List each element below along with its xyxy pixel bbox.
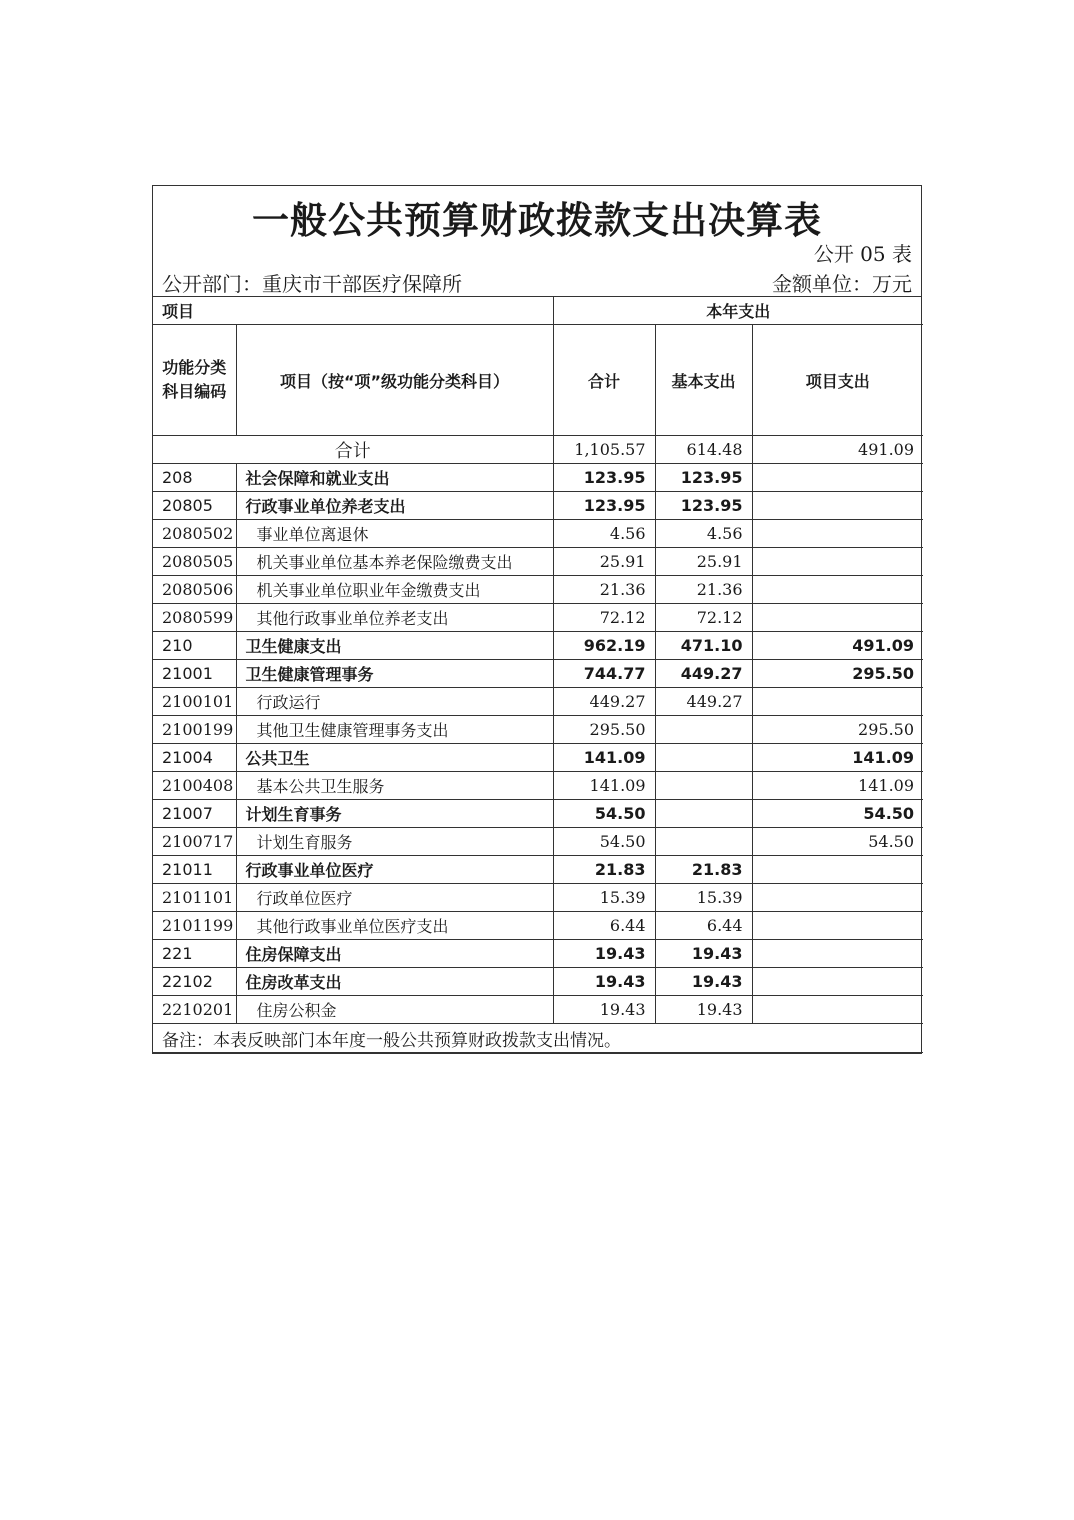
row-basic: 19.43	[655, 968, 752, 996]
row-basic: 6.44	[655, 912, 752, 940]
row-project	[752, 548, 923, 576]
row-name: 计划生育服务	[236, 828, 553, 856]
row-project	[752, 884, 923, 912]
row-name: 机关事业单位职业年金缴费支出	[236, 576, 553, 604]
row-project	[752, 576, 923, 604]
row-basic: 449.27	[655, 660, 752, 688]
row-project: 295.50	[752, 716, 923, 744]
row-basic	[655, 828, 752, 856]
total-total: 1,105.57	[553, 436, 655, 464]
header-row-2	[153, 325, 923, 436]
row-project	[752, 940, 923, 968]
row-name: 基本公共卫生服务	[236, 772, 553, 800]
row-total: 15.39	[553, 884, 655, 912]
row-code: 21007	[153, 800, 236, 828]
row-total: 21.36	[553, 576, 655, 604]
page-title: 一般公共预算财政拨款支出决算表	[252, 199, 822, 242]
table-row	[153, 996, 923, 1024]
table-row	[153, 464, 923, 492]
budget-sheet	[152, 185, 922, 1054]
row-name: 其他卫生健康管理事务支出	[236, 716, 553, 744]
table-row	[153, 688, 923, 716]
total-label: 合计	[153, 436, 553, 464]
row-total: 6.44	[553, 912, 655, 940]
header-code: 功能分类科目编码	[153, 325, 236, 436]
table-row	[153, 632, 923, 660]
row-total: 4.56	[553, 520, 655, 548]
row-basic: 25.91	[655, 548, 752, 576]
row-code: 2100717	[153, 828, 236, 856]
row-project	[752, 912, 923, 940]
row-basic: 21.36	[655, 576, 752, 604]
row-total: 21.83	[553, 856, 655, 884]
row-code: 22102	[153, 968, 236, 996]
row-total: 19.43	[553, 940, 655, 968]
row-code: 2080505	[153, 548, 236, 576]
row-code: 210	[153, 632, 236, 660]
row-name: 机关事业单位基本养老保险缴费支出	[236, 548, 553, 576]
row-total: 141.09	[553, 744, 655, 772]
table-row	[153, 940, 923, 968]
row-name: 其他行政事业单位养老支出	[236, 604, 553, 632]
sheet-header	[153, 186, 921, 297]
table-row	[153, 856, 923, 884]
form-number: 公开 05 表	[813, 242, 912, 266]
row-name: 卫生健康管理事务	[236, 660, 553, 688]
row-name: 住房改革支出	[236, 968, 553, 996]
row-basic: 19.43	[655, 940, 752, 968]
table-row	[153, 772, 923, 800]
table-row	[153, 492, 923, 520]
row-name: 社会保障和就业支出	[236, 464, 553, 492]
row-code: 2100101	[153, 688, 236, 716]
expense-table	[153, 297, 923, 1053]
row-basic: 72.12	[655, 604, 752, 632]
table-row	[153, 576, 923, 604]
row-code: 2101101	[153, 884, 236, 912]
row-total: 19.43	[553, 968, 655, 996]
row-code: 2100408	[153, 772, 236, 800]
row-code: 208	[153, 464, 236, 492]
row-basic: 449.27	[655, 688, 752, 716]
row-name: 行政事业单位医疗	[236, 856, 553, 884]
row-total: 54.50	[553, 828, 655, 856]
row-basic	[655, 744, 752, 772]
amount-unit-label: 金额单位：万元	[772, 272, 912, 296]
row-project	[752, 856, 923, 884]
row-project: 141.09	[752, 744, 923, 772]
row-code: 221	[153, 940, 236, 968]
row-basic	[655, 800, 752, 828]
table-row	[153, 548, 923, 576]
row-total: 141.09	[553, 772, 655, 800]
row-name: 住房公积金	[236, 996, 553, 1024]
row-code: 2080506	[153, 576, 236, 604]
table-row	[153, 520, 923, 548]
row-project: 54.50	[752, 800, 923, 828]
row-total: 123.95	[553, 464, 655, 492]
row-code: 21011	[153, 856, 236, 884]
table-row	[153, 828, 923, 856]
note-text: 备注：本表反映部门本年度一般公共预算财政拨款支出情况。	[153, 1024, 923, 1053]
row-basic: 471.10	[655, 632, 752, 660]
header-basic: 基本支出	[655, 325, 752, 436]
row-name: 卫生健康支出	[236, 632, 553, 660]
row-code: 2080502	[153, 520, 236, 548]
row-basic: 4.56	[655, 520, 752, 548]
table-row	[153, 968, 923, 996]
row-project	[752, 968, 923, 996]
row-basic	[655, 716, 752, 744]
table-row	[153, 660, 923, 688]
total-basic: 614.48	[655, 436, 752, 464]
row-code: 2210201	[153, 996, 236, 1024]
row-name: 事业单位离退休	[236, 520, 553, 548]
row-project	[752, 464, 923, 492]
table-row	[153, 884, 923, 912]
row-project: 491.09	[752, 632, 923, 660]
row-basic: 15.39	[655, 884, 752, 912]
header-project-expense: 项目支出	[752, 325, 923, 436]
row-total: 19.43	[553, 996, 655, 1024]
note-row	[153, 1024, 923, 1053]
row-basic: 123.95	[655, 492, 752, 520]
row-project: 141.09	[752, 772, 923, 800]
row-name: 其他行政事业单位医疗支出	[236, 912, 553, 940]
row-code: 2100199	[153, 716, 236, 744]
table-row	[153, 912, 923, 940]
header-current-year-expense: 本年支出	[553, 297, 923, 325]
row-project	[752, 520, 923, 548]
row-total: 295.50	[553, 716, 655, 744]
table-row	[153, 744, 923, 772]
row-code: 21001	[153, 660, 236, 688]
row-project	[752, 688, 923, 716]
row-total: 54.50	[553, 800, 655, 828]
total-row	[153, 436, 923, 464]
department-label: 公开部门：重庆市干部医疗保障所	[162, 272, 462, 296]
row-basic: 21.83	[655, 856, 752, 884]
row-name: 公共卫生	[236, 744, 553, 772]
row-project	[752, 604, 923, 632]
row-basic	[655, 772, 752, 800]
row-total: 962.19	[553, 632, 655, 660]
row-total: 123.95	[553, 492, 655, 520]
row-code: 20805	[153, 492, 236, 520]
header-row-1	[153, 297, 923, 325]
row-code: 21004	[153, 744, 236, 772]
row-code: 2101199	[153, 912, 236, 940]
table-row	[153, 800, 923, 828]
row-name: 行政单位医疗	[236, 884, 553, 912]
row-total: 744.77	[553, 660, 655, 688]
row-total: 72.12	[553, 604, 655, 632]
row-total: 449.27	[553, 688, 655, 716]
header-total: 合计	[553, 325, 655, 436]
total-project: 491.09	[752, 436, 923, 464]
row-name: 行政事业单位养老支出	[236, 492, 553, 520]
row-project	[752, 996, 923, 1024]
header-name: 项目（按“项”级功能分类科目）	[236, 325, 553, 436]
row-project	[752, 492, 923, 520]
header-project: 项目	[153, 297, 553, 325]
row-project: 54.50	[752, 828, 923, 856]
row-name: 住房保障支出	[236, 940, 553, 968]
table-row	[153, 604, 923, 632]
row-code: 2080599	[153, 604, 236, 632]
row-name: 行政运行	[236, 688, 553, 716]
row-basic: 123.95	[655, 464, 752, 492]
row-project: 295.50	[752, 660, 923, 688]
row-name: 计划生育事务	[236, 800, 553, 828]
row-basic: 19.43	[655, 996, 752, 1024]
table-row	[153, 716, 923, 744]
row-total: 25.91	[553, 548, 655, 576]
